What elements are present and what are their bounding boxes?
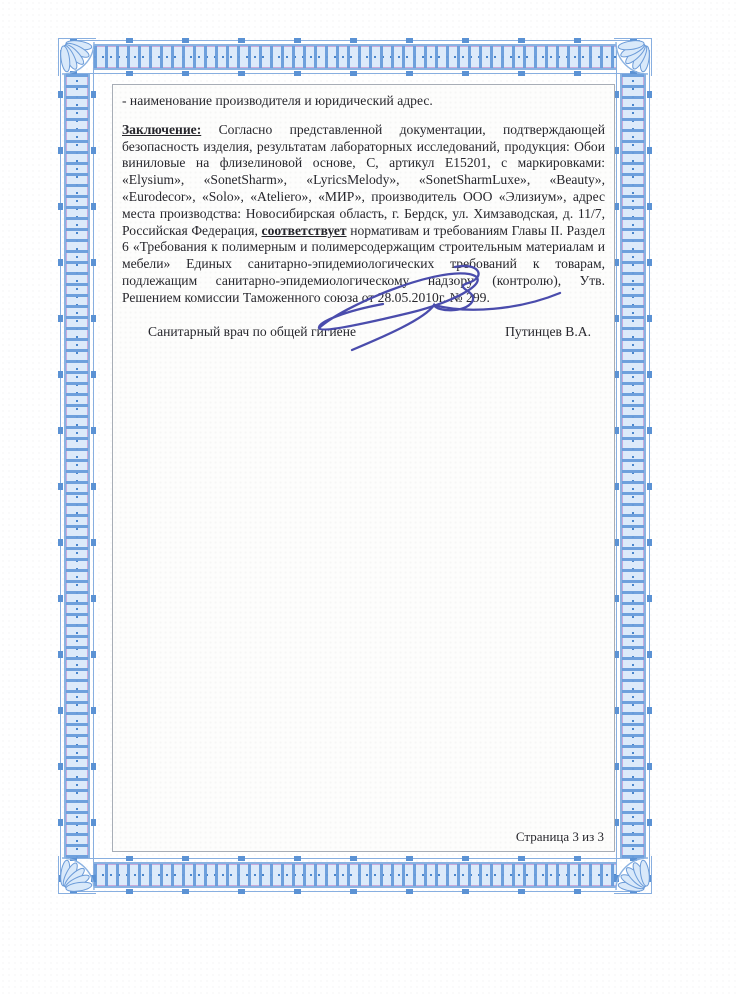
signatory-role: Санитарный врач по общей гигиене: [148, 323, 357, 339]
frame-band-right: [616, 74, 650, 858]
fan-ornament-icon: [614, 38, 652, 76]
frame-band-top: [94, 40, 616, 74]
fan-ornament-icon: [58, 856, 96, 894]
fan-ornament-icon: [58, 38, 96, 76]
conclusion-emphasis: соответствует: [261, 222, 347, 238]
conclusion-label: Заключение:: [122, 121, 202, 137]
signature-row: [122, 324, 605, 341]
conclusion-paragraph: [122, 122, 605, 307]
intro-line: - наименование производителя и юридический адрес.: [122, 93, 433, 108]
signatory-name: Путинцев В.А.: [505, 323, 591, 339]
document-text-area: [112, 84, 615, 852]
frame-band-left: [60, 74, 94, 858]
frame-band-bottom: [94, 858, 616, 892]
page-number-label: Страница 3 из 3: [515, 829, 604, 845]
fan-ornament-icon: [614, 856, 652, 894]
conclusion-text-part1: Согласно представленной документации, подтверждающей безопасность изделия, результатам лабораторных исследований, продукция: Обои виниловые на флизелиновой основе, С, артикул Е15201, с маркировками: «Elysium», «SonetSharm», «LyricsMelody», «SonetSharmLuxe», «Beauty», «Eurodecor», «Solo», «Ateliero», «МИР», производитель ООО «Элизиум», адрес места производства: Новосибирская область, г. Бердск, ул. Химзаводская, д. 11/7, Российская Федерация,: [122, 121, 605, 238]
conclusion-text-part2: нормативам и требованиям Главы II. Раздел 6 «Требования к полимерным и полимерсодержащим строительным материалам и мебели» Единых санитарно-эпидемиологических требований к товарам, подлежащим санитарно-эпидемиологическому надзору (контролю), Утв. Решением комиссии Таможенного союза от 28.05.2010г. № 299.: [122, 222, 605, 305]
